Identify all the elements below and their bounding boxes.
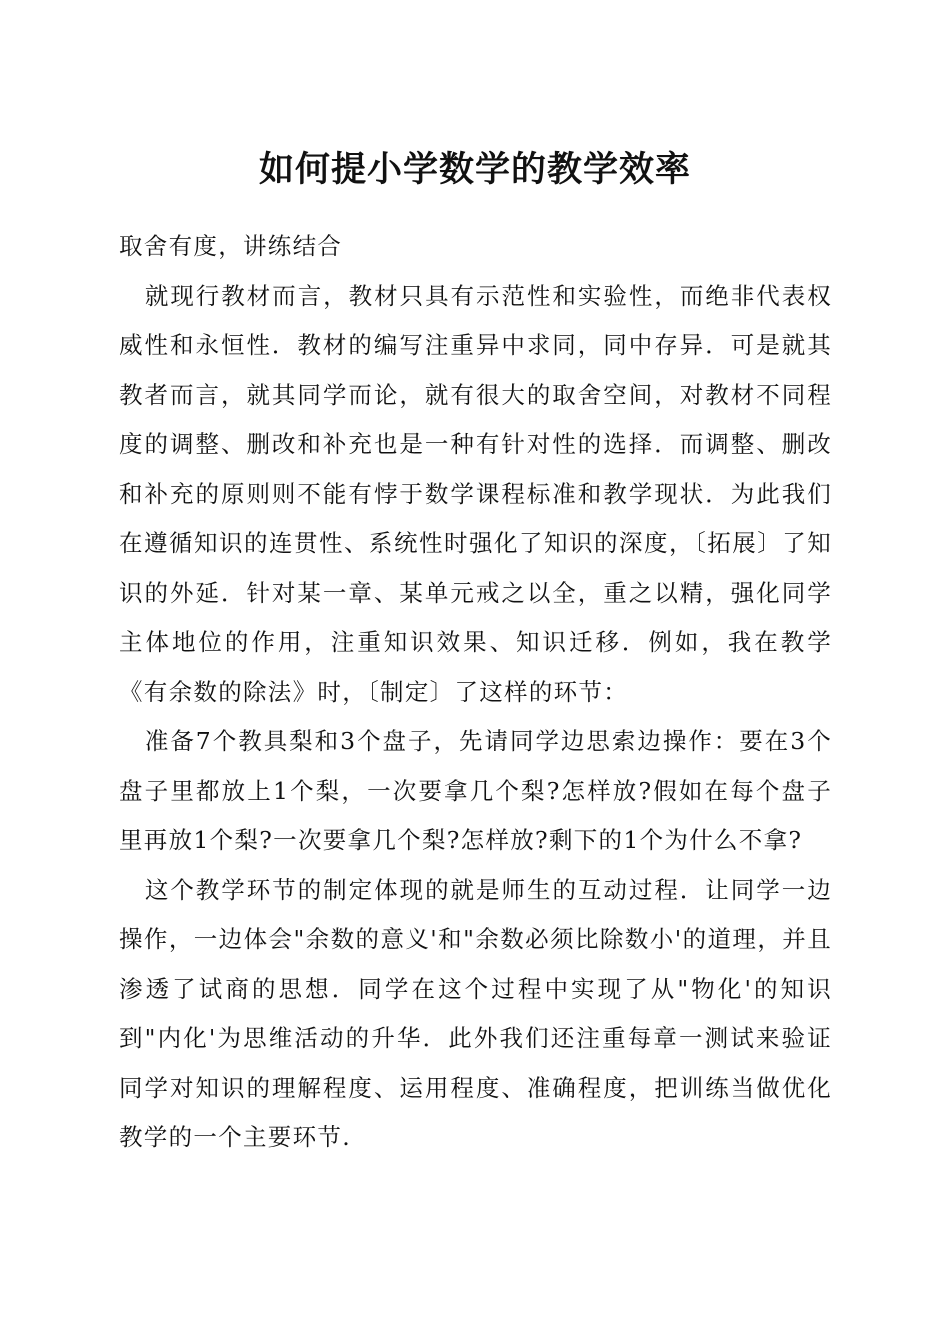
document-title: 如何提小学数学的教学效率 bbox=[258, 149, 691, 190]
body-paragraph: 这个教学环节的制定体现的就是师生的互动过程．让同学一边操作，一边体会"余数的意义'和"余数必须比除数小'的道理，并且渗透了试商的思想．同学在这个过程中实现了从"物化'的知识到"内化'为思维活动的升华．此外我们还注重每章一测试来验证同学对知识的理解程度、运用程度、准确程度，把训练当做优化教学的一个主要环节. bbox=[119, 875, 832, 1151]
document-body bbox=[119, 222, 832, 1163]
body-paragraph: 就现行教材而言，教材只具有示范性和实验性，而绝非代表权威性和永恒性．教材的编写注重异中求同，同中存异．可是就其教者而言，就其同学而论，就有很大的取舍空间，对教材不同程度的调整、删改和补充也是一种有针对性的选择．而调整、删改和补充的原则则不能有悖于数学课程标准和教学现状．为此我们在遵循知识的连贯性、系统性时强化了知识的深度，〔拓展〕了知识的外延．针对某一章、某单元戒之以全，重之以精，强化同学主体地位的作用，注重知识效果、知识迁移．例如，我在教学《有余数的除法》时，〔制定〕了这样的环节： bbox=[119, 281, 832, 706]
section-heading: 取舍有度，讲练结合 bbox=[119, 232, 343, 260]
body-paragraph: 准备7个教具梨和3个盘子，先请同学边思索边操作：要在3个盘子里都放上1个梨，一次要拿几个梨?怎样放?假如在每个盘子里再放1个梨?一次要拿几个梨?怎样放?剩下的1个为什么不拿? bbox=[119, 727, 832, 854]
